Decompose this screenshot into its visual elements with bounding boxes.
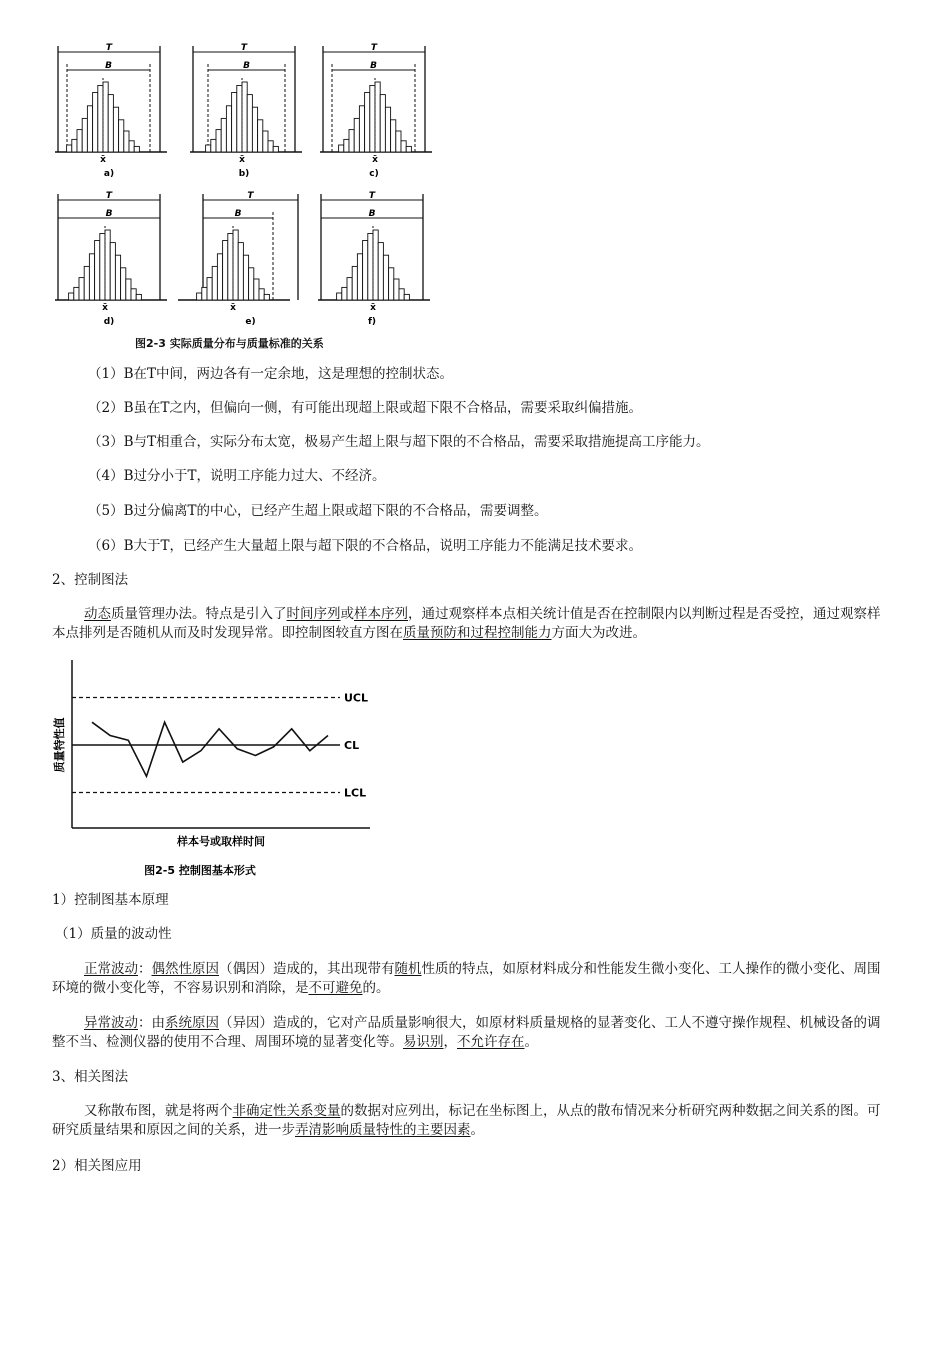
histogram-bar	[129, 141, 134, 152]
histogram-panel	[55, 43, 167, 179]
tolerance-label-T: T	[240, 43, 248, 53]
y-axis-label: 质量特性值	[53, 717, 66, 773]
list-item-1: （1）B在T中间，两边各有一定余地，这是理想的控制状态。	[88, 366, 454, 382]
histogram-bar	[74, 287, 79, 300]
histogram-panel	[55, 191, 167, 327]
chart-title: 图2-5 控制图基本形式	[144, 864, 256, 877]
histogram-bar	[342, 287, 347, 300]
histogram-bar	[98, 86, 103, 153]
histogram-bar	[69, 293, 74, 300]
lcl-label: LCL	[344, 786, 367, 800]
histogram-bar	[337, 293, 342, 300]
histogram-bar	[197, 293, 202, 300]
tolerance-label-T: T	[370, 43, 378, 53]
histogram-bar	[110, 243, 115, 300]
spread-label-B: B	[105, 209, 113, 219]
histogram-bar	[380, 95, 385, 152]
histogram-bar	[242, 82, 247, 152]
mean-label: x̄	[239, 155, 245, 165]
list-item-6: （6）B大于T，已经产生大量超上限与超下限的不合格品，说明工序能力不能满足技术要求。	[88, 538, 643, 554]
list-item-2: （2）B虽在T之内，但偏向一侧，有可能出现超上限或超下限不合格品，需要采取纠偏措施。	[88, 400, 643, 416]
histogram-bar	[375, 82, 380, 152]
histogram-bar	[105, 230, 110, 300]
tolerance-label-T: T	[105, 43, 113, 53]
histogram-bar	[134, 146, 139, 152]
section3-paragraph: 又称散布图，就是将两个非确定性关系变量的数据对应列出，标记在坐标图上，从点的散布情况来分析研究两种数据之间关系的图。可研究质量结果和原因之间的关系，进一步弄清影响质量特性的主要因素。	[52, 1103, 881, 1138]
histogram-bar	[136, 294, 141, 300]
histogram-bar	[84, 266, 89, 300]
section3-heading: 3、相关图法	[52, 1069, 129, 1085]
histogram-bar	[103, 82, 108, 152]
histogram-bar	[237, 86, 242, 153]
histogram-bar	[89, 254, 94, 300]
panel-label: c)	[369, 169, 379, 179]
histogram-bar	[370, 86, 375, 153]
principle-heading: 1）控制图基本原理	[52, 892, 169, 908]
histogram-bar	[252, 107, 257, 152]
histogram-panel	[318, 191, 430, 327]
spread-label-B: B	[243, 61, 250, 71]
histogram-bar	[401, 141, 406, 152]
histogram-bar	[233, 230, 238, 300]
histogram-bar	[396, 131, 401, 152]
histogram-bar	[206, 145, 211, 152]
histogram-bar	[365, 93, 370, 153]
histogram-bar	[368, 234, 373, 301]
histogram-panel	[178, 191, 298, 327]
mean-label: x̄	[100, 155, 106, 165]
histogram-bar	[378, 243, 383, 300]
histogram-panel	[320, 43, 432, 179]
histogram-bar	[399, 289, 404, 300]
histogram-bar	[202, 287, 207, 300]
panel-label: f)	[367, 317, 377, 327]
section2-heading: 2、控制图法	[52, 572, 129, 588]
histogram-figure	[50, 40, 440, 327]
histogram-bar	[82, 118, 87, 152]
normal-fluctuation-paragraph: 正常波动：偶然性原因（偶因）造成的，其出现带有随机性质的特点，如原材料成分和性能发生微小变化、工人操作的微小变化、周围环境的微小变化等，不容易识别和消除，是不可避免的。	[52, 961, 881, 996]
histogram-bar	[79, 278, 84, 300]
histogram-bar	[115, 255, 120, 300]
histogram-bar	[243, 255, 248, 300]
histogram-bar	[363, 241, 368, 301]
histogram-bar	[95, 241, 100, 301]
histogram-bar	[391, 120, 396, 152]
histogram-bar	[217, 254, 222, 300]
histogram-bar	[247, 95, 252, 152]
list-item-3: （3）B与T相重合，实际分布太宽，极易产生超上限与超下限的不合格品，需要采取措施提高工序能力。	[88, 434, 710, 450]
histogram-bar	[254, 279, 259, 300]
cl-label: CL	[344, 739, 360, 752]
tolerance-label-T: T	[247, 191, 254, 201]
panel-label: a)	[103, 169, 115, 179]
histogram-bar	[124, 131, 129, 152]
histogram-bar	[352, 266, 357, 300]
histogram-bar	[87, 106, 92, 152]
spread-label-B: B	[105, 61, 112, 71]
histogram-bar	[232, 93, 237, 153]
histogram-bar	[119, 120, 124, 152]
histogram-bar	[394, 279, 399, 300]
histogram-bar	[207, 278, 212, 300]
histogram-bar	[259, 289, 264, 300]
histogram-bar	[383, 255, 388, 300]
list-item-4: （4）B过分小于T，说明工序能力过大、不经济。	[88, 468, 386, 484]
histogram-bar	[406, 146, 411, 152]
histogram-bar	[404, 294, 409, 300]
histogram-bar	[72, 139, 77, 152]
mean-label: x̄	[102, 303, 108, 313]
histogram-bar	[226, 106, 231, 152]
histogram-bar	[121, 268, 126, 300]
histogram-bar	[216, 130, 221, 152]
mean-label: x̄	[230, 303, 236, 313]
histogram-bar	[228, 234, 233, 301]
x-axis-label: 样本号或取样时间	[177, 835, 265, 848]
section2-paragraph: 动态质量管理办法。特点是引入了时间序列或样本序列，通过观察样本点相关统计值是否在控制限内以判断过程是否受控，通过观察样本点排列是否随机从而及时发现异常。即控制图较直方图在质量预防和过程控制能力方面大为改进。	[52, 606, 881, 641]
histogram-bar	[238, 243, 243, 300]
histogram-bar	[93, 93, 98, 153]
tolerance-label-T: T	[105, 191, 113, 201]
histogram-bar	[263, 131, 268, 152]
histogram-bar	[373, 230, 378, 300]
histogram-bar	[249, 268, 254, 300]
mean-label: x̄	[370, 303, 376, 313]
histogram-bar	[221, 118, 226, 152]
panel-label: d)	[103, 317, 115, 327]
histogram-bar	[357, 254, 362, 300]
spread-label-B: B	[368, 209, 376, 219]
tolerance-label-T: T	[368, 191, 376, 201]
histogram-bar	[264, 294, 269, 300]
series-line	[92, 722, 328, 776]
histogram-bar	[67, 145, 72, 152]
histogram-bar	[339, 145, 344, 152]
histogram-bar	[273, 146, 278, 152]
control-chart	[50, 655, 380, 885]
histogram-bar	[389, 268, 394, 300]
histogram-bar	[354, 118, 359, 152]
histogram-bar	[211, 139, 216, 152]
section3-subheading: 2）相关图应用	[52, 1158, 142, 1174]
histogram-bar	[108, 95, 113, 152]
histogram-caption: 图2-3 实际质量分布与质量标准的关系	[135, 337, 324, 350]
histogram-bar	[385, 107, 390, 152]
histogram-bar	[131, 289, 136, 300]
ucl-label: UCL	[344, 691, 369, 705]
spread-label-B: B	[234, 209, 242, 219]
abnormal-fluctuation-paragraph: 异常波动：由系统原因（异因）造成的，它对产品质量影响很大，如原材料质量规格的显著变化、工人不遵守操作规程、机械设备的调整不当、检测仪器的使用不合理、周围环境的显著变化等。易识别，不允许存在。	[52, 1015, 881, 1050]
panel-label: b)	[238, 169, 250, 179]
histogram-bar	[359, 106, 364, 152]
histogram-bar	[212, 266, 217, 300]
histogram-bar	[268, 141, 273, 152]
histogram-bar	[349, 130, 354, 152]
histogram-bar	[223, 241, 228, 301]
panel-label: e)	[245, 317, 256, 327]
histogram-bar	[258, 120, 263, 152]
histogram-bar	[100, 234, 105, 301]
histogram-bar	[347, 278, 352, 300]
histogram-bar	[113, 107, 118, 152]
mean-label: x̄	[372, 155, 378, 165]
histogram-bar	[77, 130, 82, 152]
spread-label-B: B	[370, 61, 377, 71]
histogram-bar	[126, 279, 131, 300]
principle-subheading: （1）质量的波动性	[55, 926, 172, 942]
histogram-bar	[344, 139, 349, 152]
list-item-5: （5）B过分偏离T的中心，已经产生超上限或超下限的不合格品，需要调整。	[88, 503, 548, 519]
histogram-panel	[190, 43, 302, 179]
